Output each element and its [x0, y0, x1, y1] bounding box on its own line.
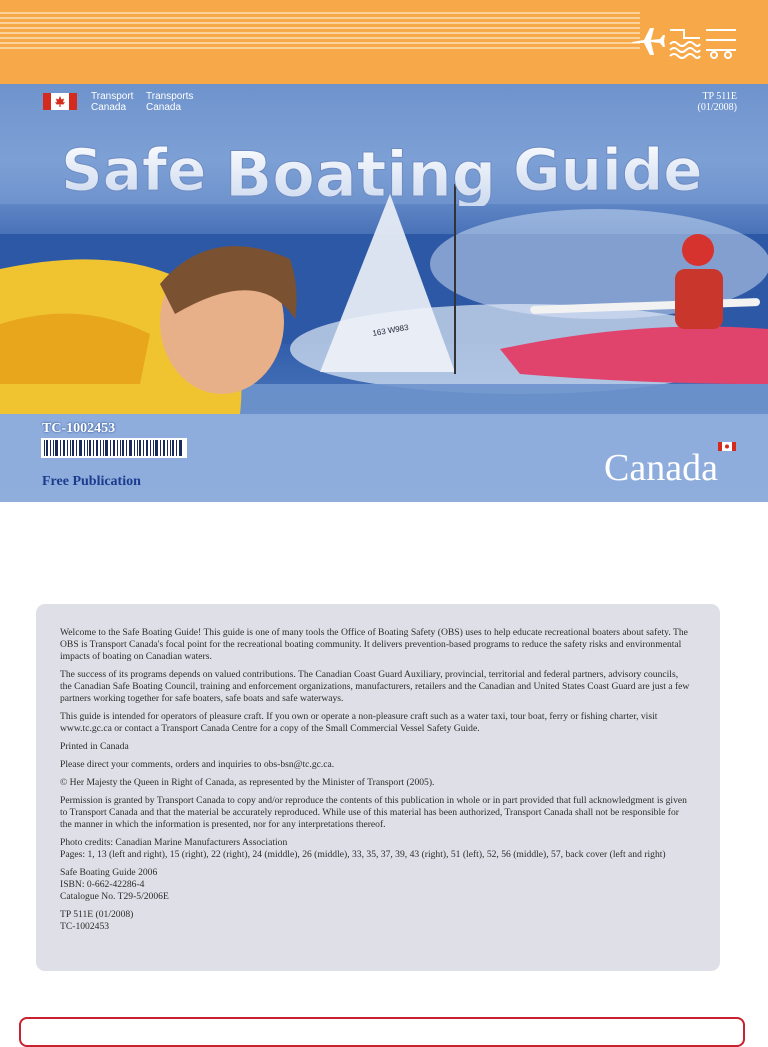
info-paragraph: Safe Boating Guide 2006 ISBN: 0-662-42286-4 Catalogue No. T29-5/2006E [60, 867, 169, 902]
department-en-line1: Transport [91, 91, 134, 102]
department-fr-line1: Transports [146, 91, 194, 102]
svg-text:163 W983: 163 W983 [371, 322, 410, 338]
publication-info-text [60, 627, 690, 939]
department-name-english [91, 91, 133, 113]
publication-number [698, 91, 737, 113]
tc-code: TC-1002453 [42, 421, 116, 436]
bottom-red-frame [19, 1017, 745, 1047]
publication-info-panel [36, 604, 720, 971]
canada-wordmark-logo [604, 442, 738, 486]
transport-modes-icons [630, 22, 738, 62]
title-boating: Boating [225, 138, 497, 206]
title-guide: Guide [513, 136, 703, 204]
info-paragraph: Printed in Canada [60, 741, 129, 752]
department-en-line2: Canada [91, 102, 127, 113]
airplane-icon [632, 28, 665, 55]
barcode-image [41, 438, 187, 458]
info-paragraph: This guide is intended for operators of pleasure craft. If you own or operate a non-pleasure craft such as a water taxi, tour boat, ferry or fishing charter, visit www.tc.gc.ca or contact a Transport Canada Centre for a copy of the Small Commercial Vessel Safety Guide. [60, 711, 658, 734]
info-paragraph: Permission is granted by Transport Canada to copy and/or reproduce the contents of this publication in whole or in part provided that full acknowledgment is given to Transport Canada and that the material be accurately reproduced. While use of this material has been authorized, Transport Canada shall not be responsible for the manner in which the information is presented, nor for any interpretations thereof. [60, 795, 687, 830]
title-safe: Safe [61, 136, 207, 204]
cover-photo [0, 84, 768, 502]
tp-number: TP 511E [702, 91, 737, 102]
info-paragraph: © Her Majesty the Queen in Right of Canada, as represented by the Minister of Transport (2005). [60, 777, 435, 788]
cover-title [55, 126, 725, 206]
info-paragraph: TP 511E (01/2008) TC-1002453 [60, 909, 134, 932]
info-paragraph: Please direct your comments, orders and inquiries to obs-bsn@tc.gc.ca. [60, 759, 335, 770]
department-name-french [146, 91, 193, 113]
canada-wordmark-text: Canada [604, 447, 718, 486]
tp-date: (01/2008) [697, 102, 737, 113]
ship-waves-icon [670, 30, 700, 58]
free-publication-label: Free Publication [42, 474, 141, 489]
department-fr-line2: Canada [146, 102, 182, 113]
railway-icon [706, 30, 736, 58]
info-paragraph: Welcome to the Safe Boating Guide! This guide is one of many tools the Office of Boating Safety (OBS) uses to help educate recreational boaters about safety. The OBS is Transport Canada's focal point for the recreational boating community. It delivers prevention-based programs to reduce the safety risks and environmental impacts of boating on Canadian waters. [60, 627, 688, 662]
info-paragraph: Photo credits: Canadian Marine Manufacturers Association Pages: 1, 13 (left and right), 15 (right), 22 (right), 24 (middle), 26 (middle), 33, 35, 37, 39, 43 (right), 51 (left), 52, 56 (middle), 57, back cover (left and right) [60, 837, 666, 860]
canada-flag-icon [43, 93, 77, 110]
header-band [0, 0, 768, 84]
decorative-stripes [0, 12, 640, 56]
info-paragraph: The success of its programs depends on valued contributions. The Canadian Coast Guard Auxiliary, provincial, territorial and federal partners, advisory councils, the Canadian Safe Boating Council, training and enforcement organizations, manufacturers, retailers and the Canadian and United States Coast Guard are just a few partners working together for safe boaters, safe boats and safe waterways. [60, 669, 690, 704]
